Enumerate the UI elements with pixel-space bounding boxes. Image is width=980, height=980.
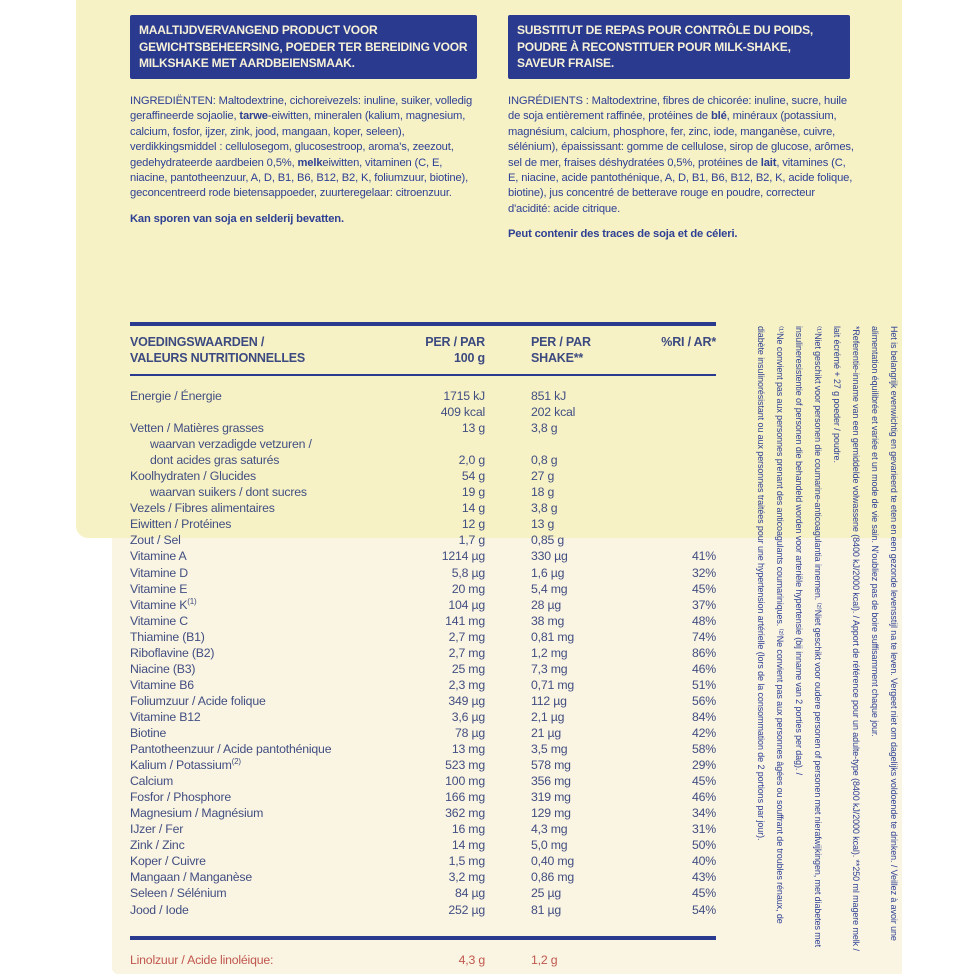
footnote-medical-nl: ⁽¹⁾Niet geschikt voor personen die coumarine-anticoagulantia innemen. ⁽²⁾Niet geschikt voor oudere personen of personen met nierafwijkingen, met diabetes met insulineresistentie of personen die behandeld worden voor arteriële hypertensie (bij inname van 2 porties per dag). / [794,326,823,947]
row-per-shake: 28 µg [531,597,562,612]
table-row [130,404,716,420]
row-label: Zink / Zinc [130,838,185,853]
row-ri-percent: 45% [691,581,716,596]
row-ri-percent [641,484,716,500]
row-per100: 2,7 mg [448,645,485,660]
row-per100: 19 g [461,485,485,500]
row-ri-percent: 54% [691,902,716,917]
row-per100: 25 mg [451,661,485,676]
row-ri-percent: 40% [691,854,716,869]
nutrition-rows [130,388,716,918]
table-row [130,500,716,516]
table-row [130,420,716,436]
ingredients-fr [508,94,854,243]
row-ri-percent: 86% [691,645,716,660]
row-label: Pantotheenzuur / Acide pantothénique [130,742,332,757]
row-per-shake: 81 µg [531,902,562,917]
row-per-shake: 319 mg [531,790,571,805]
table-row [130,902,716,918]
row-ri-percent [641,532,716,548]
row-per-shake: 0,86 mg [531,870,575,885]
row-per100: 3,6 µg [451,709,485,724]
row-per100: 523 mg [445,758,485,773]
footnote-medical-fr: ⁽¹⁾Ne convient pas aux personnes prenant des anticoagulants coumariniques. ⁽²⁾Ne convient pas aux personnes âgées ou souffrant de troubles rénaux, de diabète insulinorésistant ou aux personnes traitées pour une hypertension artérielle (lors de la consommation de 2 portions par jour). [756,326,785,924]
row-label: Fosfor / Phosphore [130,790,231,805]
row-per100: 12 g [461,517,485,532]
row-per-shake: 25 µg [531,886,562,901]
table-row [130,773,716,789]
table-row [130,388,716,404]
row-per100: 84 µg [454,886,485,901]
row-per100: 13 mg [451,742,485,757]
row-label: dont acides gras saturés [150,453,280,468]
row-ri-percent [641,388,716,404]
linoleic-acid-ri [641,952,716,968]
linoleic-acid-per100: 4,3 g [458,952,485,967]
row-label: Vitamine B6 [130,677,194,692]
row-per100: 349 µg [448,693,485,708]
row-label: Magnesium / Magnésium [130,806,264,821]
footnote-reference-intake: *Referentie-inname van een gemiddelde volwassene (8400 kJ/2000 kcal). / Apport de référence pour un adulte-type (8400 kJ/2000 kcal). **250 ml magere melk / lait écrémé + 27 g poeder / poudre. [832,326,861,951]
row-per100: 1,5 mg [448,854,485,869]
nutrition-table [130,322,716,968]
row-per-shake: 4,3 mg [531,822,568,837]
footnote-advice: Het is belangrijk evenwichtig en gevarieerd te eten en een gezonde levensstijl na te leven. Vergeet niet om dagelijks voldoende te drinken. / Veillez à avoir une alimentation équilibrée et variée et un mode de vie sain. N'oubliez pas de boire suffisamment chaque jour. [870,326,899,941]
row-label: Eiwitten / Protéines [130,517,232,532]
linoleic-acid-shake: 1,2 g [531,952,558,967]
row-per-shake: 356 mg [531,774,571,789]
table-row [130,516,716,532]
allergen-note-nl: Kan sporen van soja en selderij bevatten. [130,212,344,225]
row-ri-percent [641,516,716,532]
row-label: Foliumzuur / Acide folique [130,693,266,708]
row-per100: 5,8 µg [451,565,485,580]
row-ri-percent: 37% [691,597,716,612]
row-label: Koolhydraten / Glucides [130,469,256,484]
row-per-shake: 578 mg [531,758,571,773]
row-label [130,404,400,420]
row-per-shake: 0,81 mg [531,629,575,644]
row-label: Vitamine C [130,613,188,628]
table-row [130,565,716,581]
row-per100: 14 g [461,501,485,516]
table-row [130,581,716,597]
row-per100: 1,7 g [458,533,485,548]
table-row [130,789,716,805]
row-label: waarvan verzadigde vetzuren / [150,437,312,452]
row-per100: 78 µg [454,725,485,740]
product-claim-fr: SUBSTITUT DE REPAS POUR CONTRÔLE DU POIDS, POUDRE À RECONSTITUER POUR MILK-SHAKE, SAVEUR FRAISE. [508,15,850,79]
row-per100: 20 mg [451,581,485,596]
row-per-shake: 851 kJ [531,389,567,403]
row-per-shake: 0,40 mg [531,854,575,869]
row-label: Vitamine D [130,565,188,580]
linoleic-acid-row [130,952,716,968]
row-per-shake: 5,4 mg [531,581,568,596]
table-header-per-shake [485,334,641,366]
table-row [130,613,716,629]
table-row [130,693,716,709]
table-row [130,805,716,821]
table-row [130,629,716,645]
row-label: Kalium / Potassium$^{(2)}$ [130,756,241,773]
row-per-shake: 0,85 g [531,533,564,548]
table-row [130,821,716,837]
row-per-shake: 21 µg [531,725,562,740]
row-ri-percent: 46% [691,661,716,676]
table-header-per-shake-line2: SHAKE** [531,351,584,365]
row-label: Vitamine B12 [130,709,201,724]
row-ri-percent [641,452,716,468]
table-row [130,548,716,564]
row-label: Zout / Sel [130,533,181,548]
row-per100 [400,436,485,452]
row-ri-percent: 74% [691,629,716,644]
row-label: waarvan suikers / dont sucres [150,485,307,500]
row-per-shake: 202 kcal [531,405,576,420]
row-per100: 362 mg [445,806,485,821]
row-label: Energie / Énergie [130,389,222,403]
row-label: Biotine [130,725,167,740]
row-label: Riboflavine (B2) [130,645,215,660]
row-label: Vetten / Matières grasses [130,421,264,436]
row-ri-percent: 51% [691,677,716,692]
table-row [130,645,716,661]
table-header-per100-line2: 100 g [454,351,485,365]
row-label: Seleen / Sélénium [130,886,227,901]
table-row [130,468,716,484]
row-label: Mangaan / Manganèse [130,870,252,885]
row-per-shake: 27 g [531,469,555,484]
table-header-per100-line1: PER / PAR [425,335,485,349]
table-header-title [130,334,400,366]
row-label: Niacine (B3) [130,661,196,676]
row-ri-percent: 50% [691,838,716,853]
row-ri-percent: 45% [691,886,716,901]
row-ri-percent: 56% [691,693,716,708]
ingredients-nl-text: INGREDIËNTEN: Maltodextrine, cichoreivezels: inuline, suiker, volledig geraffineerde sojaolie, tarwe-eiwitten, mineralen (kalium, magnesium, calcium, fosfor, ijzer, zink, jood, mangaan, koper, seleen), verdikkingsmiddel : cellulosegom, glucosestroop, aroma's, zeezout, gedehydrateerde aardbeien 0,5%, melkeiwitten, vitaminen (C, E, niacine, pantotheenzuur, A, D, B1, B6, B12, B2, K, foliumzuur, biotine), geconcentreerd rode bietensappoeder, zuurteregelaar: citroenzuur. [130,95,473,200]
row-per100: 409 kcal [440,405,485,420]
table-header-per100 [400,334,485,366]
row-per100: 2,3 mg [448,677,485,692]
row-ri-percent: 58% [691,742,716,757]
row-per-shake: 2,1 µg [531,709,565,724]
table-row [130,661,716,677]
row-label: Vitamine E [130,581,188,596]
row-ri-percent: 84% [691,709,716,724]
table-row [130,709,716,725]
row-per-shake: 129 mg [531,806,571,821]
table-row [130,436,716,452]
row-ri-percent [641,404,716,420]
table-row [130,853,716,869]
row-per-shake: 18 g [531,485,555,500]
row-per-shake: 5,0 mg [531,838,568,853]
allergen-note-fr: Peut contenir des traces de soja et de céleri. [508,228,738,241]
table-row [130,869,716,885]
row-ri-percent: 41% [691,549,716,564]
row-per100: 2,0 g [458,453,485,468]
row-per100: 3,2 mg [448,870,485,885]
linoleic-acid-label: Linolzuur / Acide linoléique: [130,952,274,967]
row-per-shake: 13 g [531,517,555,532]
row-per100: 141 mg [445,613,485,628]
row-label: IJzer / Fer [130,822,184,837]
ingredients-nl [130,94,480,227]
row-per100: 16 mg [451,822,485,837]
footnotes-vertical [727,326,903,958]
row-per-shake: 3,8 g [531,501,558,516]
row-label: Koper / Cuivre [130,854,206,869]
row-label: Vitamine $K^{(1)}$ [130,596,197,612]
row-per100: 166 mg [445,790,485,805]
row-label: Thiamine (B1) [130,629,205,644]
table-header-ri: %RI / AR* [661,335,716,349]
table-row [130,597,716,613]
table-row [130,725,716,741]
ingredients-fr-text: INGRÉDIENTS : Maltodextrine, fibres de chicorée: inuline, sucre, huile de soja entièrement raffinée, protéines de blé, minéraux (potassium, magnésium, calcium, phosphore, fer, zinc, iode, manganèse, cuivre, sélénium), épaississant: gomme de cellulose, sirop de glucose, arômes, sel de mer, fraises déshydratées 0,5%, protéines de lait, vitamines (C, E, niacine, acide pantothénique, A, D, B1, B6, B12, B2, K, acide folique, biotine), jus concentré de betterave rouge en poudre, correcteur d'acidité: acide citrique. [508,95,854,215]
row-ri-percent: 29% [691,758,716,773]
row-per100: 100 mg [445,774,485,789]
row-per-shake: 0,8 g [531,453,558,468]
table-header-title-line1: VOEDINGSWAARDEN / [130,335,265,349]
row-label: Vezels / Fibres alimentaires [130,501,275,516]
table-header-title-line2: VALEURS NUTRITIONNELLES [130,351,306,365]
row-ri-percent: 42% [691,725,716,740]
row-per-shake: 7,3 mg [531,661,568,676]
row-per-shake: 3,8 g [531,421,558,436]
table-row [130,757,716,773]
row-ri-percent: 32% [691,565,716,580]
row-per100: 54 g [461,469,485,484]
row-per-shake: 1,2 mg [531,645,568,660]
row-ri-percent [641,436,716,452]
table-row [130,452,716,468]
table-row [130,677,716,693]
row-per100: 2,7 mg [448,629,485,644]
row-per-shake: 112 µg [531,693,567,708]
row-per100: 13 g [461,421,485,436]
row-ri-percent: 34% [691,806,716,821]
table-row [130,885,716,901]
row-ri-percent: 45% [691,774,716,789]
table-row [130,532,716,548]
row-ri-percent: 31% [691,822,716,837]
row-label: Jood / Iode [130,902,189,917]
row-per100: 104 µg [448,597,485,612]
row-per100: 1715 kJ [443,389,485,403]
row-per100: 1214 µg [441,549,485,564]
table-row [130,837,716,853]
row-label: Vitamine A [130,549,187,564]
table-header-per-shake-line1: PER / PAR [531,335,591,349]
row-per-shake: 330 µg [531,549,568,564]
row-ri-percent: 48% [691,613,716,628]
product-claim-nl: MAALTIJDVERVANGEND PRODUCT VOOR GEWICHTSBEHEERSING, POEDER TER BEREIDING VOOR MILKSHAKE MET AARDBEIENSMAAK. [130,15,477,79]
table-header [130,326,716,374]
row-ri-percent [641,500,716,516]
row-per-shake: 3,5 mg [531,742,568,757]
row-per100: 252 µg [448,902,485,917]
row-ri-percent [641,468,716,484]
row-ri-percent: 46% [691,790,716,805]
row-per-shake: 0,71 mg [531,677,575,692]
table-row [130,741,716,757]
row-per-shake: 1,6 µg [531,565,565,580]
table-header-rule [130,374,716,376]
row-per100: 14 mg [451,838,485,853]
row-per-shake [485,436,641,452]
row-ri-percent [641,420,716,436]
table-bottom-rule [130,936,716,940]
table-row [130,484,716,500]
row-ri-percent: 43% [691,870,716,885]
row-label: Calcium [130,774,174,789]
row-per-shake: 38 mg [531,613,565,628]
